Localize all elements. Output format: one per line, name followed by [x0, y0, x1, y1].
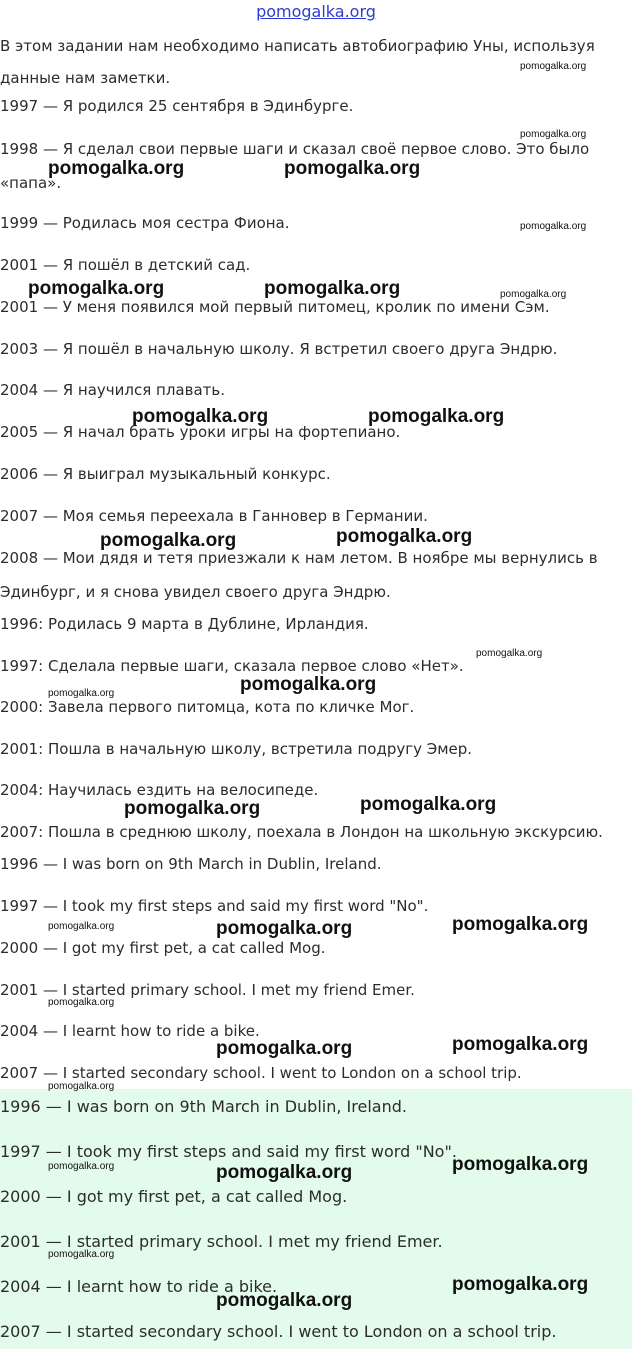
- note-ru-2001-kindergarten: 2001 — Я пошёл в детский сад.: [0, 256, 251, 274]
- answer-2000: 2000 — I got my first pet, a cat called Mog.: [0, 1187, 348, 1206]
- note-una-2004: 2004: Научилась ездить на велосипеде.: [0, 781, 319, 799]
- watermark: pomogalka.org: [240, 674, 377, 695]
- watermark: pomogalka.org: [216, 1162, 353, 1183]
- watermark: pomogalka.org: [452, 1154, 589, 1175]
- watermark: pomogalka.org: [520, 221, 587, 232]
- watermark: pomogalka.org: [48, 997, 115, 1008]
- watermark: pomogalka.org: [520, 129, 587, 140]
- watermark: pomogalka.org: [48, 921, 115, 932]
- intro-text: В этом задании нам необходимо написать автобиографию Уны, используя данные нам заметки.: [0, 37, 595, 87]
- note-ru-2007: 2007 — Моя семья переехала в Ганновер в Германии.: [0, 507, 428, 525]
- note-ru-2004: 2004 — Я научился плавать.: [0, 381, 225, 399]
- note-en-2001: 2001 — I started primary school. I met my friend Emer.: [0, 981, 415, 999]
- answer-1997: 1997 — I took my first steps and said my first word "No".: [0, 1142, 457, 1161]
- note-ru-2003: 2003 — Я пошёл в начальную школу. Я встретил своего друга Эндрю.: [0, 340, 558, 358]
- watermark: pomogalka.org: [48, 1161, 115, 1172]
- note-ru-2006: 2006 — Я выиграл музыкальный конкурс.: [0, 465, 331, 483]
- site-header-link[interactable]: pomogalka.org: [256, 2, 376, 21]
- note-en-1997: 1997 — I took my first steps and said my first word "No".: [0, 897, 429, 915]
- watermark: pomogalka.org: [368, 406, 505, 427]
- note-ru-1998: 1998 — Я сделал свои первые шаги и сказал своё первое слово. Это было «папа».: [0, 140, 590, 192]
- note-en-2000: 2000 — I got my first pet, a cat called Mog.: [0, 939, 326, 957]
- watermark: pomogalka.org: [48, 688, 115, 699]
- note-ru-1999: 1999 — Родилась моя сестра Фиона.: [0, 214, 290, 232]
- watermark: pomogalka.org: [216, 1290, 353, 1311]
- watermark: pomogalka.org: [476, 648, 543, 659]
- watermark: pomogalka.org: [100, 530, 237, 551]
- watermark: pomogalka.org: [452, 914, 589, 935]
- note-una-2000: 2000: Завела первого питомца, кота по кличке Мог.: [0, 698, 415, 716]
- note-una-2001: 2001: Пошла в начальную школу, встретила подругу Эмер.: [0, 740, 473, 758]
- watermark: pomogalka.org: [216, 1038, 353, 1059]
- watermark: pomogalka.org: [216, 918, 353, 939]
- watermark: pomogalka.org: [124, 798, 261, 819]
- note-en-1996: 1996 — I was born on 9th March in Dublin, Ireland.: [0, 855, 382, 873]
- note-ru-1997: 1997 — Я родился 25 сентября в Эдинбурге.: [0, 97, 354, 115]
- note-en-2004: 2004 — I learnt how to ride a bike.: [0, 1022, 260, 1040]
- watermark: pomogalka.org: [48, 158, 185, 179]
- watermark: pomogalka.org: [336, 526, 473, 547]
- answer-1996: 1996 — I was born on 9th March in Dublin, Ireland.: [0, 1097, 407, 1116]
- answer-2004: 2004 — I learnt how to ride a bike.: [0, 1277, 278, 1296]
- note-en-2007: 2007 — I started secondary school. I went to London on a school trip.: [0, 1064, 522, 1082]
- watermark: pomogalka.org: [132, 406, 269, 427]
- watermark: pomogalka.org: [452, 1034, 589, 1055]
- note-una-2007: 2007: Пошла в среднюю школу, поехала в Лондон на школьную экскурсию.: [0, 823, 603, 841]
- watermark: pomogalka.org: [28, 278, 165, 299]
- watermark: pomogalka.org: [360, 794, 497, 815]
- watermark: pomogalka.org: [452, 1274, 589, 1295]
- note-ru-2001-pet: 2001 — У меня появился мой первый питомец, кролик по имени Сэм.: [0, 298, 550, 316]
- note-ru-2005: 2005 — Я начал брать уроки игры на фортепиано.: [0, 423, 401, 441]
- watermark: pomogalka.org: [520, 61, 587, 72]
- watermark: pomogalka.org: [48, 1081, 115, 1092]
- watermark: pomogalka.org: [264, 278, 401, 299]
- note-una-1997: 1997: Сделала первые шаги, сказала первое слово «Нет».: [0, 657, 464, 675]
- watermark: pomogalka.org: [284, 158, 421, 179]
- note-ru-2008: 2008 — Мои дядя и тетя приезжали к нам летом. В ноябре мы вернулись в Эдинбург, и я снова увидел своего друга Эндрю.: [0, 549, 598, 601]
- note-una-1996: 1996: Родилась 9 марта в Дублине, Ирландия.: [0, 615, 369, 633]
- watermark: pomogalka.org: [48, 1249, 115, 1260]
- answer-2001: 2001 — I started primary school. I met my friend Emer.: [0, 1232, 443, 1251]
- watermark: pomogalka.org: [500, 289, 567, 300]
- answer-2007: 2007 — I started secondary school. I went to London on a school trip.: [0, 1322, 557, 1341]
